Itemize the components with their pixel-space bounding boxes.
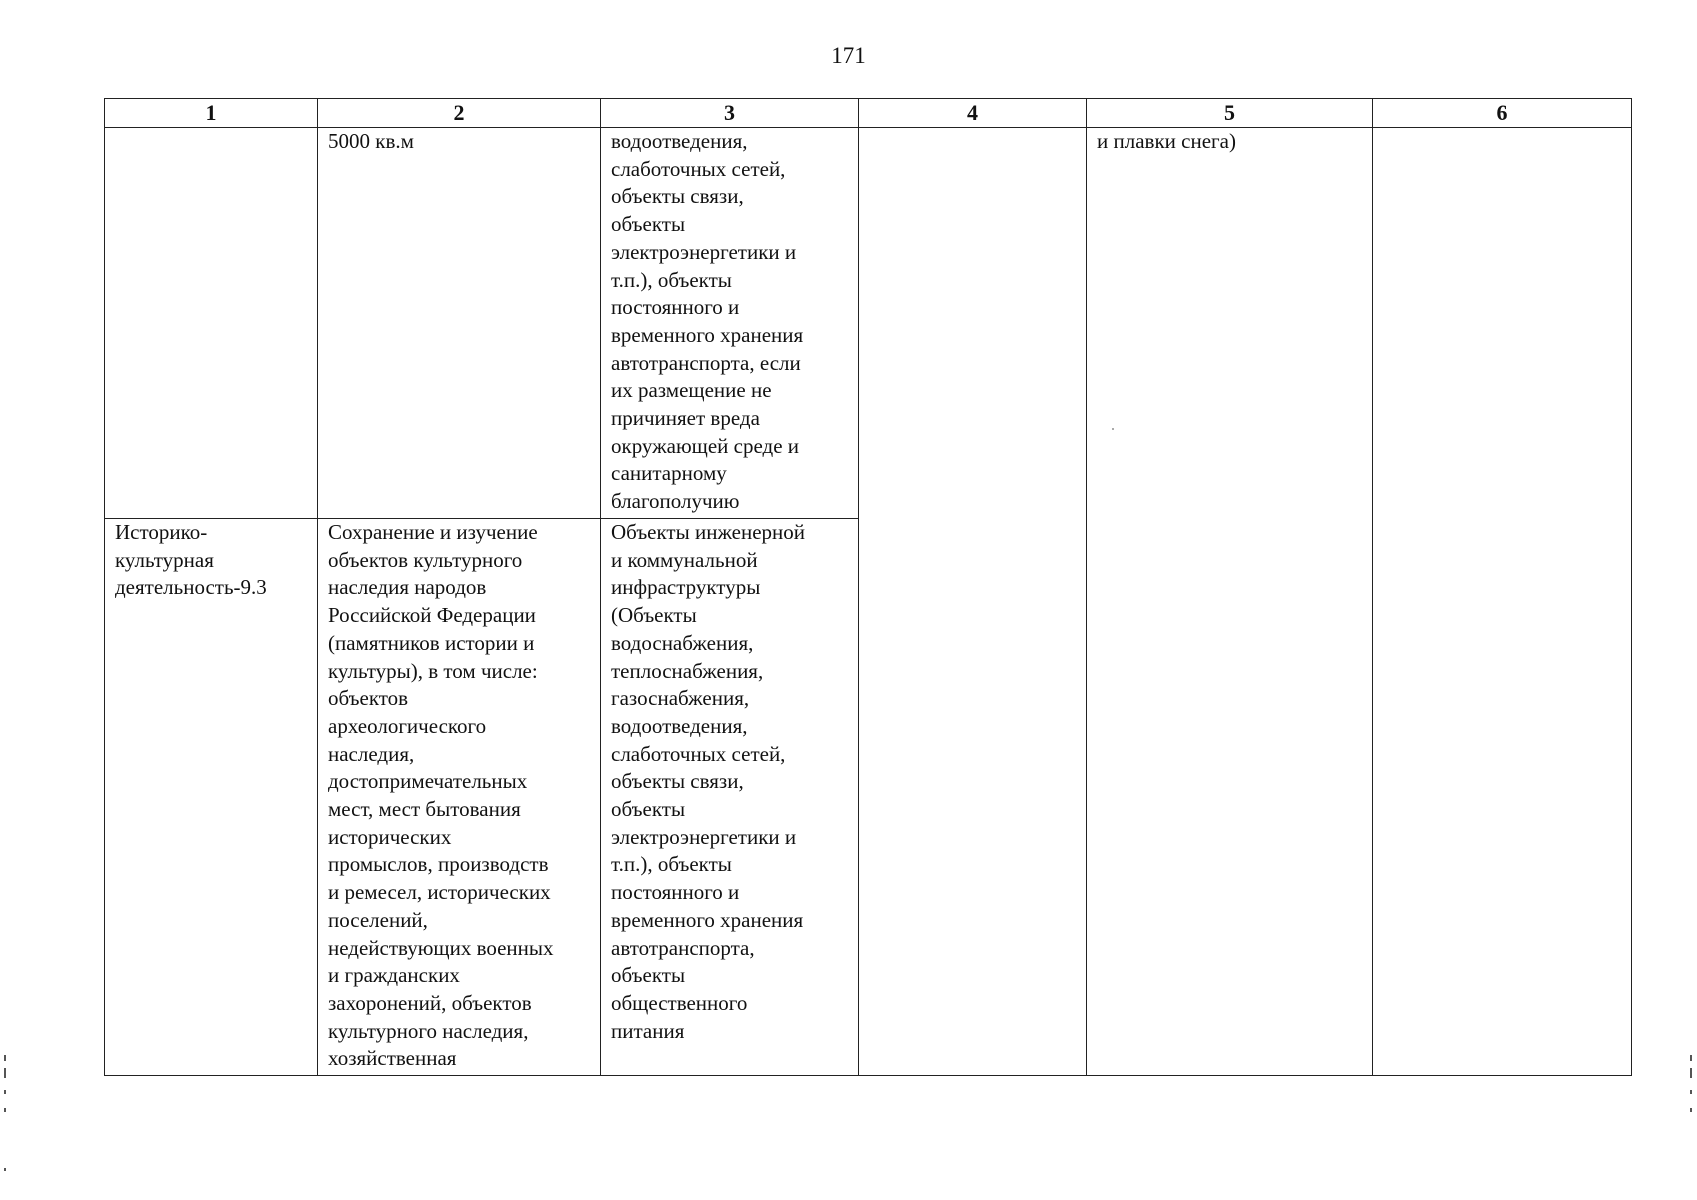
regulations-table <box>104 98 1632 1076</box>
column-header-4: 4 <box>859 99 1087 128</box>
table-cell-r1-c1 <box>105 128 318 519</box>
scan-artifact-right <box>1690 1055 1692 1061</box>
table-cell-r2-c1: Историко- культурная деятельность-9.3 <box>105 519 318 1076</box>
scan-artifact-right <box>1690 1108 1692 1112</box>
scan-artifact-right <box>1690 1090 1692 1094</box>
scan-artifact-left <box>4 1090 6 1094</box>
table-cell-r1-c6 <box>1373 128 1632 1076</box>
table-cell-r1-c3: водоотведения, слаботочных сетей, объекты связи, объекты электроэнергетики и т.п.), объекты постоянного и временного хранения автотранспорта, если их размещение не причиняет вреда окружающей среде и санитарному благополучию <box>601 128 859 519</box>
column-header-2: 2 <box>318 99 601 128</box>
table-cell-r1-c2: 5000 кв.м <box>318 128 601 519</box>
table-row <box>105 128 1632 519</box>
table-cell-r1-c5: и плавки снега) <box>1087 128 1373 1076</box>
scan-artifact-left <box>4 1168 6 1171</box>
table-cell-r2-c2: Сохранение и изучение объектов культурного наследия народов Российской Федерации (памятников истории и культуры), в том числе: объектов археологического наследия, достопримечательных мест, мест бытования исторических промыслов, производств и ремесел, исторических поселений, недействующих военных и гражданских захоронений, объектов культурного наследия, хозяйственная <box>318 519 601 1076</box>
column-header-5: 5 <box>1087 99 1373 128</box>
table-header-row <box>105 99 1632 128</box>
column-header-6: 6 <box>1373 99 1632 128</box>
column-header-1: 1 <box>105 99 318 128</box>
table-cell-r1-c4 <box>859 128 1087 1076</box>
scan-artifact-right <box>1690 1068 1692 1078</box>
page-number: 171 <box>831 43 866 68</box>
table-cell-r2-c3: Объекты инженерной и коммунальной инфраструктуры (Объекты водоснабжения, теплоснабжения, газоснабжения, водоотведения, слаботочных сетей, объекты связи, объекты электроэнергетики и т.п.), объекты постоянного и временного хранения автотранспорта, объекты общественного питания <box>601 519 859 1076</box>
scan-speck <box>1112 428 1114 430</box>
scan-artifact-left <box>4 1068 6 1078</box>
scan-artifact-left <box>4 1108 6 1112</box>
scan-artifact-left <box>4 1055 6 1061</box>
column-header-3: 3 <box>601 99 859 128</box>
